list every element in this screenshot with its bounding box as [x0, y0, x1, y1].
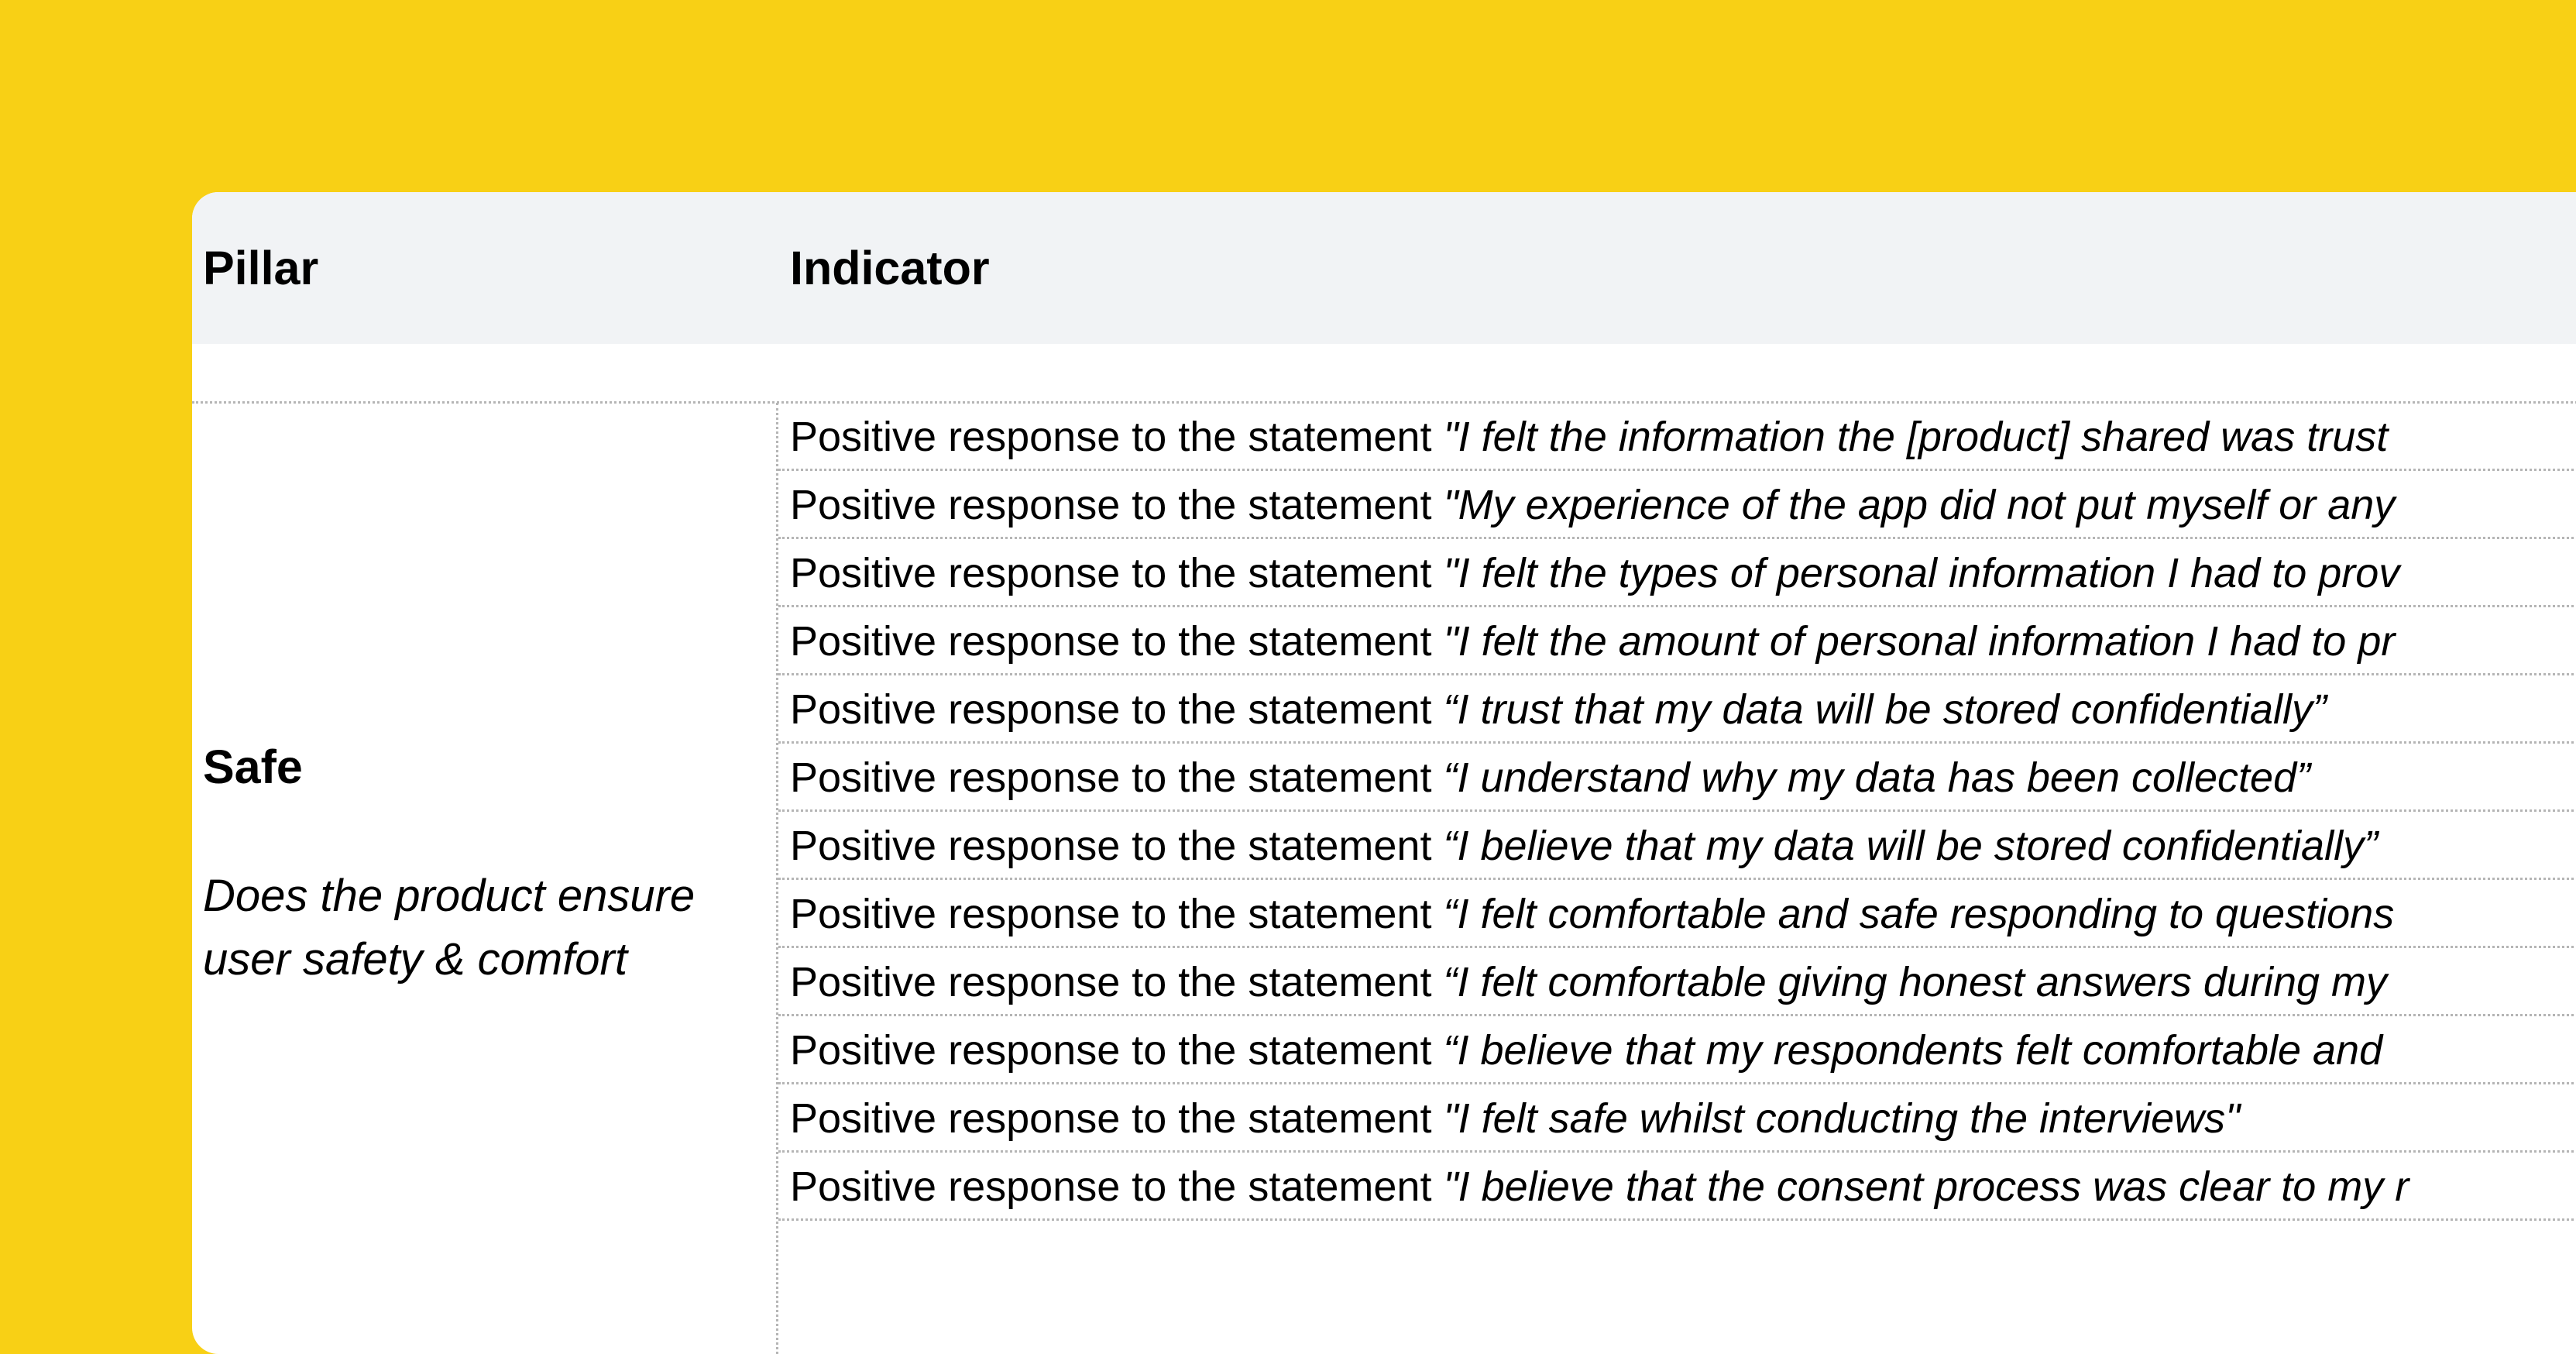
indicator-prefix: Positive response to the statement — [790, 414, 1444, 460]
indicator-row — [778, 675, 2576, 744]
indicator-prefix: Positive response to the statement — [790, 891, 1444, 937]
indicator-row — [778, 948, 2576, 1016]
indicator-row — [778, 812, 2576, 880]
indicator-row — [778, 471, 2576, 539]
pillar-name: Safe — [203, 741, 303, 793]
indicator-list — [778, 403, 2576, 1221]
indicator-row — [778, 880, 2576, 948]
indicator-prefix: Positive response to the statement — [790, 1163, 1444, 1210]
indicator-statement: “I felt comfortable giving honest answers during my — [1443, 959, 2388, 1005]
indicator-prefix: Positive response to the statement — [790, 1027, 1444, 1074]
indicator-statement: “I understand why my data has been collected” — [1443, 754, 2311, 801]
indicator-prefix: Positive response to the statement — [790, 754, 1444, 801]
indicator-statement: "I felt safe whilst conducting the interviews" — [1443, 1095, 2241, 1142]
indicator-prefix: Positive response to the statement — [790, 618, 1444, 665]
indicator-statement: "My experience of the app did not put myself or any — [1443, 482, 2396, 528]
indicator-statement: “I trust that my data will be stored confidentially” — [1443, 686, 2327, 733]
indicator-statement: “I felt comfortable and safe responding to questions — [1443, 891, 2395, 937]
indicator-row — [778, 607, 2576, 675]
indicator-statement: “I believe that my respondents felt comfortable and — [1443, 1027, 2383, 1074]
column-header-pillar: Pillar — [203, 242, 319, 294]
indicator-statement: "I felt the amount of personal information I had to pr — [1443, 618, 2396, 665]
indicator-statement: “I believe that my data will be stored confidentially” — [1443, 823, 2379, 869]
indicator-row — [778, 1016, 2576, 1084]
indicator-row — [778, 539, 2576, 607]
indicator-row — [778, 744, 2576, 812]
indicator-statement: "I felt the types of personal information I had to prov — [1443, 550, 2400, 596]
indicator-row — [778, 1153, 2576, 1221]
indicator-prefix: Positive response to the statement — [790, 550, 1444, 596]
indicator-statement: "I believe that the consent process was clear to my r — [1443, 1163, 2409, 1210]
indicator-prefix: Positive response to the statement — [790, 959, 1444, 1005]
indicator-row — [778, 1084, 2576, 1153]
indicator-row — [778, 403, 2576, 471]
indicator-prefix: Positive response to the statement — [790, 686, 1444, 733]
indicator-prefix: Positive response to the statement — [790, 1095, 1444, 1142]
indicator-prefix: Positive response to the statement — [790, 482, 1444, 528]
pillar-description: Does the product ensure user safety & comfort — [203, 871, 696, 985]
indicator-table-card — [192, 192, 2576, 1354]
indicator-prefix: Positive response to the statement — [790, 823, 1444, 869]
column-header-indicator: Indicator — [790, 242, 990, 294]
table-header — [192, 192, 2576, 344]
indicator-statement: "I felt the information the [product] shared was trust — [1443, 414, 2389, 460]
